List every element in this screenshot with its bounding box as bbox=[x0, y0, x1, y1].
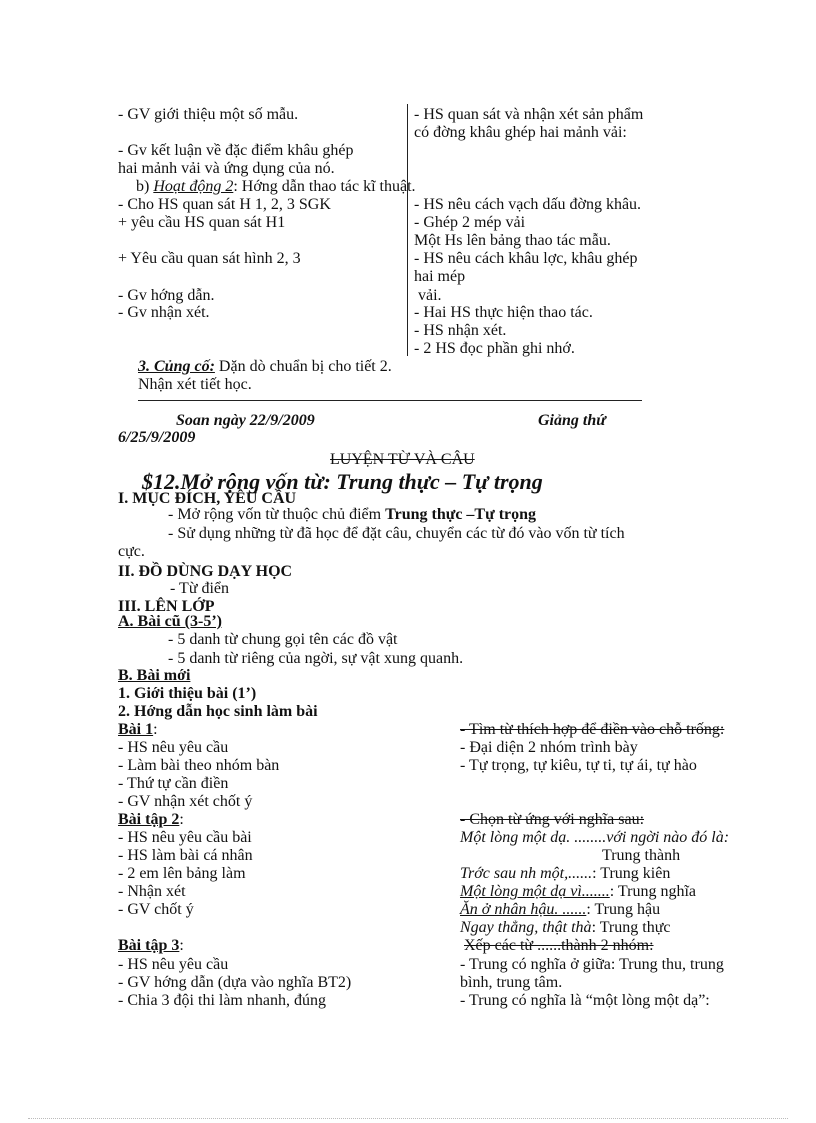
bai2-row bbox=[460, 865, 670, 883]
bai3-left-line: - Chia 3 đội thi làm nhanh, đúng bbox=[118, 992, 326, 1009]
left-line: - Gv hớng dẫn. bbox=[118, 287, 215, 304]
bai3-right-line: bình, trung tâm. bbox=[460, 974, 563, 991]
section-b2: 2. Hớng dẫn học sinh làm bài bbox=[118, 703, 318, 720]
section-b1: 1. Giới thiệu bài (1’) bbox=[118, 685, 257, 702]
bai1-right-title: - Tìm từ thích hợp để điền vào chỗ trống: bbox=[460, 721, 725, 738]
left-line: - Gv kết luận về đặc điểm khâu ghép bbox=[118, 142, 354, 159]
bai2-left-line: - HS làm bài cá nhân bbox=[118, 847, 253, 864]
bai2-left-line: - Nhận xét bbox=[118, 883, 186, 900]
bai1-left-line: - GV nhận xét chốt ý bbox=[118, 793, 253, 810]
bai1-label: Bài 1 bbox=[118, 721, 154, 738]
consolidation-text: Dặn dò chuẩn bị cho tiết 2. bbox=[214, 358, 392, 375]
bai1-left-line: - Thứ tự cần điền bbox=[118, 775, 229, 792]
activity-text: : Hớng dẫn thao tác kĩ thuật. bbox=[233, 178, 416, 195]
bai2-right-title: - Chọn từ ứng với nghĩa sau: bbox=[460, 811, 645, 828]
left-line: + Yêu cầu quan sát hình 2, 3 bbox=[118, 250, 301, 267]
part2-heading: II. ĐỒ DÙNG DẠY HỌC bbox=[118, 563, 293, 580]
lesson-title: $12.Mở rộng vốn từ: Trung thực – Tự trọng bbox=[142, 469, 543, 494]
section-a-item: - 5 danh từ chung gọi tên các đồ vật bbox=[168, 631, 398, 648]
activity-line bbox=[136, 178, 416, 196]
right-line: - HS nhận xét. bbox=[414, 322, 507, 339]
right-line: hai mép bbox=[414, 268, 466, 285]
bai2-answer: : Trung nghĩa bbox=[609, 883, 697, 900]
separator-line bbox=[138, 400, 642, 401]
part1-line1-bold: Trung thực –Tự trọng bbox=[385, 506, 537, 523]
right-line: - HS nêu cách khâu lợc, khâu ghép bbox=[414, 250, 638, 267]
bai2-left-line: - GV chốt ý bbox=[118, 901, 194, 918]
right-line: - Hai HS thực hiện thao tác. bbox=[414, 304, 593, 321]
section-a-item: - 5 danh từ riêng của ngời, sự vật xung quanh. bbox=[168, 650, 464, 667]
right-line: vải. bbox=[418, 287, 442, 304]
bai2-heading bbox=[118, 811, 184, 829]
left-line: + yêu cầu HS quan sát H1 bbox=[118, 214, 286, 231]
right-line: có đờng khâu ghép hai mảnh vải: bbox=[414, 124, 627, 141]
part1-line: - Sử dụng những từ đã học để đặt câu, chuyển các từ đó vào vốn từ tích bbox=[168, 525, 625, 542]
bai2-row bbox=[460, 883, 696, 901]
bai1-left-line: - Làm bài theo nhóm bàn bbox=[118, 757, 280, 774]
soan-date: Soan ngày 22/9/2009 bbox=[176, 412, 315, 429]
giang-label: Giảng thứ bbox=[538, 412, 606, 429]
part2-item: - Từ điển bbox=[170, 580, 230, 597]
right-line: - HS quan sát và nhận xét sản phẩm bbox=[414, 106, 644, 123]
bai3-label: Bài tập 3 bbox=[118, 937, 180, 954]
bai2-label: Bài tập 2 bbox=[118, 811, 180, 828]
bai2-definition: Ăn ở nhân hậu. ...... bbox=[460, 901, 587, 918]
table-divider bbox=[407, 104, 408, 356]
bai2-answer: : Trung hậu bbox=[586, 901, 661, 918]
bai1-colon: : bbox=[153, 721, 158, 738]
bai3-right-line: - Trung có nghĩa ở giữa: Trung thu, trung bbox=[460, 956, 724, 973]
section-b-heading: B. Bài mới bbox=[118, 667, 191, 684]
bai2-colon: : bbox=[179, 811, 184, 828]
bai2-row bbox=[460, 919, 670, 937]
subject-heading: LUYỆN TỪ VÀ CÂU bbox=[330, 451, 475, 468]
page-bottom-border bbox=[28, 1118, 788, 1119]
activity-prefix: b) bbox=[136, 178, 154, 195]
left-line: - Gv nhận xét. bbox=[118, 304, 210, 321]
bai3-colon: : bbox=[179, 937, 184, 954]
part1-line bbox=[168, 506, 536, 524]
bai1-right-line: - Đại diện 2 nhóm trình bày bbox=[460, 739, 638, 756]
section-a-heading: A. Bài cũ (3-5’) bbox=[118, 613, 222, 630]
bai2-definition: Trớc sau nh một,...... bbox=[460, 865, 593, 882]
left-line: - Cho HS quan sát H 1, 2, 3 SGK bbox=[118, 196, 331, 213]
bai2-definition: Một lòng một dạ vì....... bbox=[460, 883, 610, 900]
bai2-answer: Trung thành bbox=[602, 847, 681, 864]
part1-line: cực. bbox=[118, 543, 145, 560]
bai1-right-line: - Tự trọng, tự kiêu, tự ti, tự ái, tự hào bbox=[460, 757, 697, 774]
bai1-left-line: - HS nêu yêu cầu bbox=[118, 739, 229, 756]
bai3-right-title: Xếp các từ ......thành 2 nhóm: bbox=[464, 937, 654, 954]
bai2-answer: : Trung thực bbox=[591, 919, 671, 936]
left-line: hai mảnh vải và ứng dụng của nó. bbox=[118, 160, 335, 177]
teaching-date: 6/25/9/2009 bbox=[118, 429, 196, 446]
bai3-heading bbox=[118, 937, 184, 955]
bai2-left-line: - HS nêu yêu cầu bài bbox=[118, 829, 252, 846]
bai3-left-line: - GV hớng dẫn (dựa vào nghĩa BT2) bbox=[118, 974, 352, 991]
bai2-left-line: - 2 em lên bảng làm bbox=[118, 865, 246, 882]
bai2-definition: Ngay thẳng, thật thà bbox=[460, 919, 592, 936]
activity-label: Hoạt động 2 bbox=[153, 178, 234, 195]
bai3-right-line: - Trung có nghĩa là “một lòng một dạ”: bbox=[460, 992, 710, 1009]
bai3-left-line: - HS nêu yêu cầu bbox=[118, 956, 229, 973]
right-line: - 2 HS đọc phần ghi nhớ. bbox=[414, 340, 575, 357]
right-line: - HS nêu cách vạch dấu đờng khâu. bbox=[414, 196, 642, 213]
bai2-answer: : Trung kiên bbox=[592, 865, 671, 882]
bai2-row bbox=[460, 901, 660, 919]
consolidation-line bbox=[138, 358, 392, 376]
part3-heading: III. LÊN LỚP bbox=[118, 598, 215, 615]
part1-line1-text: - Mở rộng vốn từ thuộc chủ điểm bbox=[168, 506, 386, 523]
right-line: Một Hs lên bảng thao tác mẫu. bbox=[414, 232, 611, 249]
consolidation-label: 3. Củng cố: bbox=[138, 358, 215, 375]
bai2-definition: Một lòng một dạ. ........với ngời nào đó là: bbox=[460, 829, 730, 846]
left-line: - GV giới thiệu một số mẫu. bbox=[118, 106, 299, 123]
review-line: Nhận xét tiết học. bbox=[138, 376, 252, 393]
bai1-heading bbox=[118, 721, 158, 739]
part1-heading: I. MỤC ĐÍCH, YÊU CẦU bbox=[118, 490, 297, 507]
right-line: - Ghép 2 mép vải bbox=[414, 214, 526, 231]
